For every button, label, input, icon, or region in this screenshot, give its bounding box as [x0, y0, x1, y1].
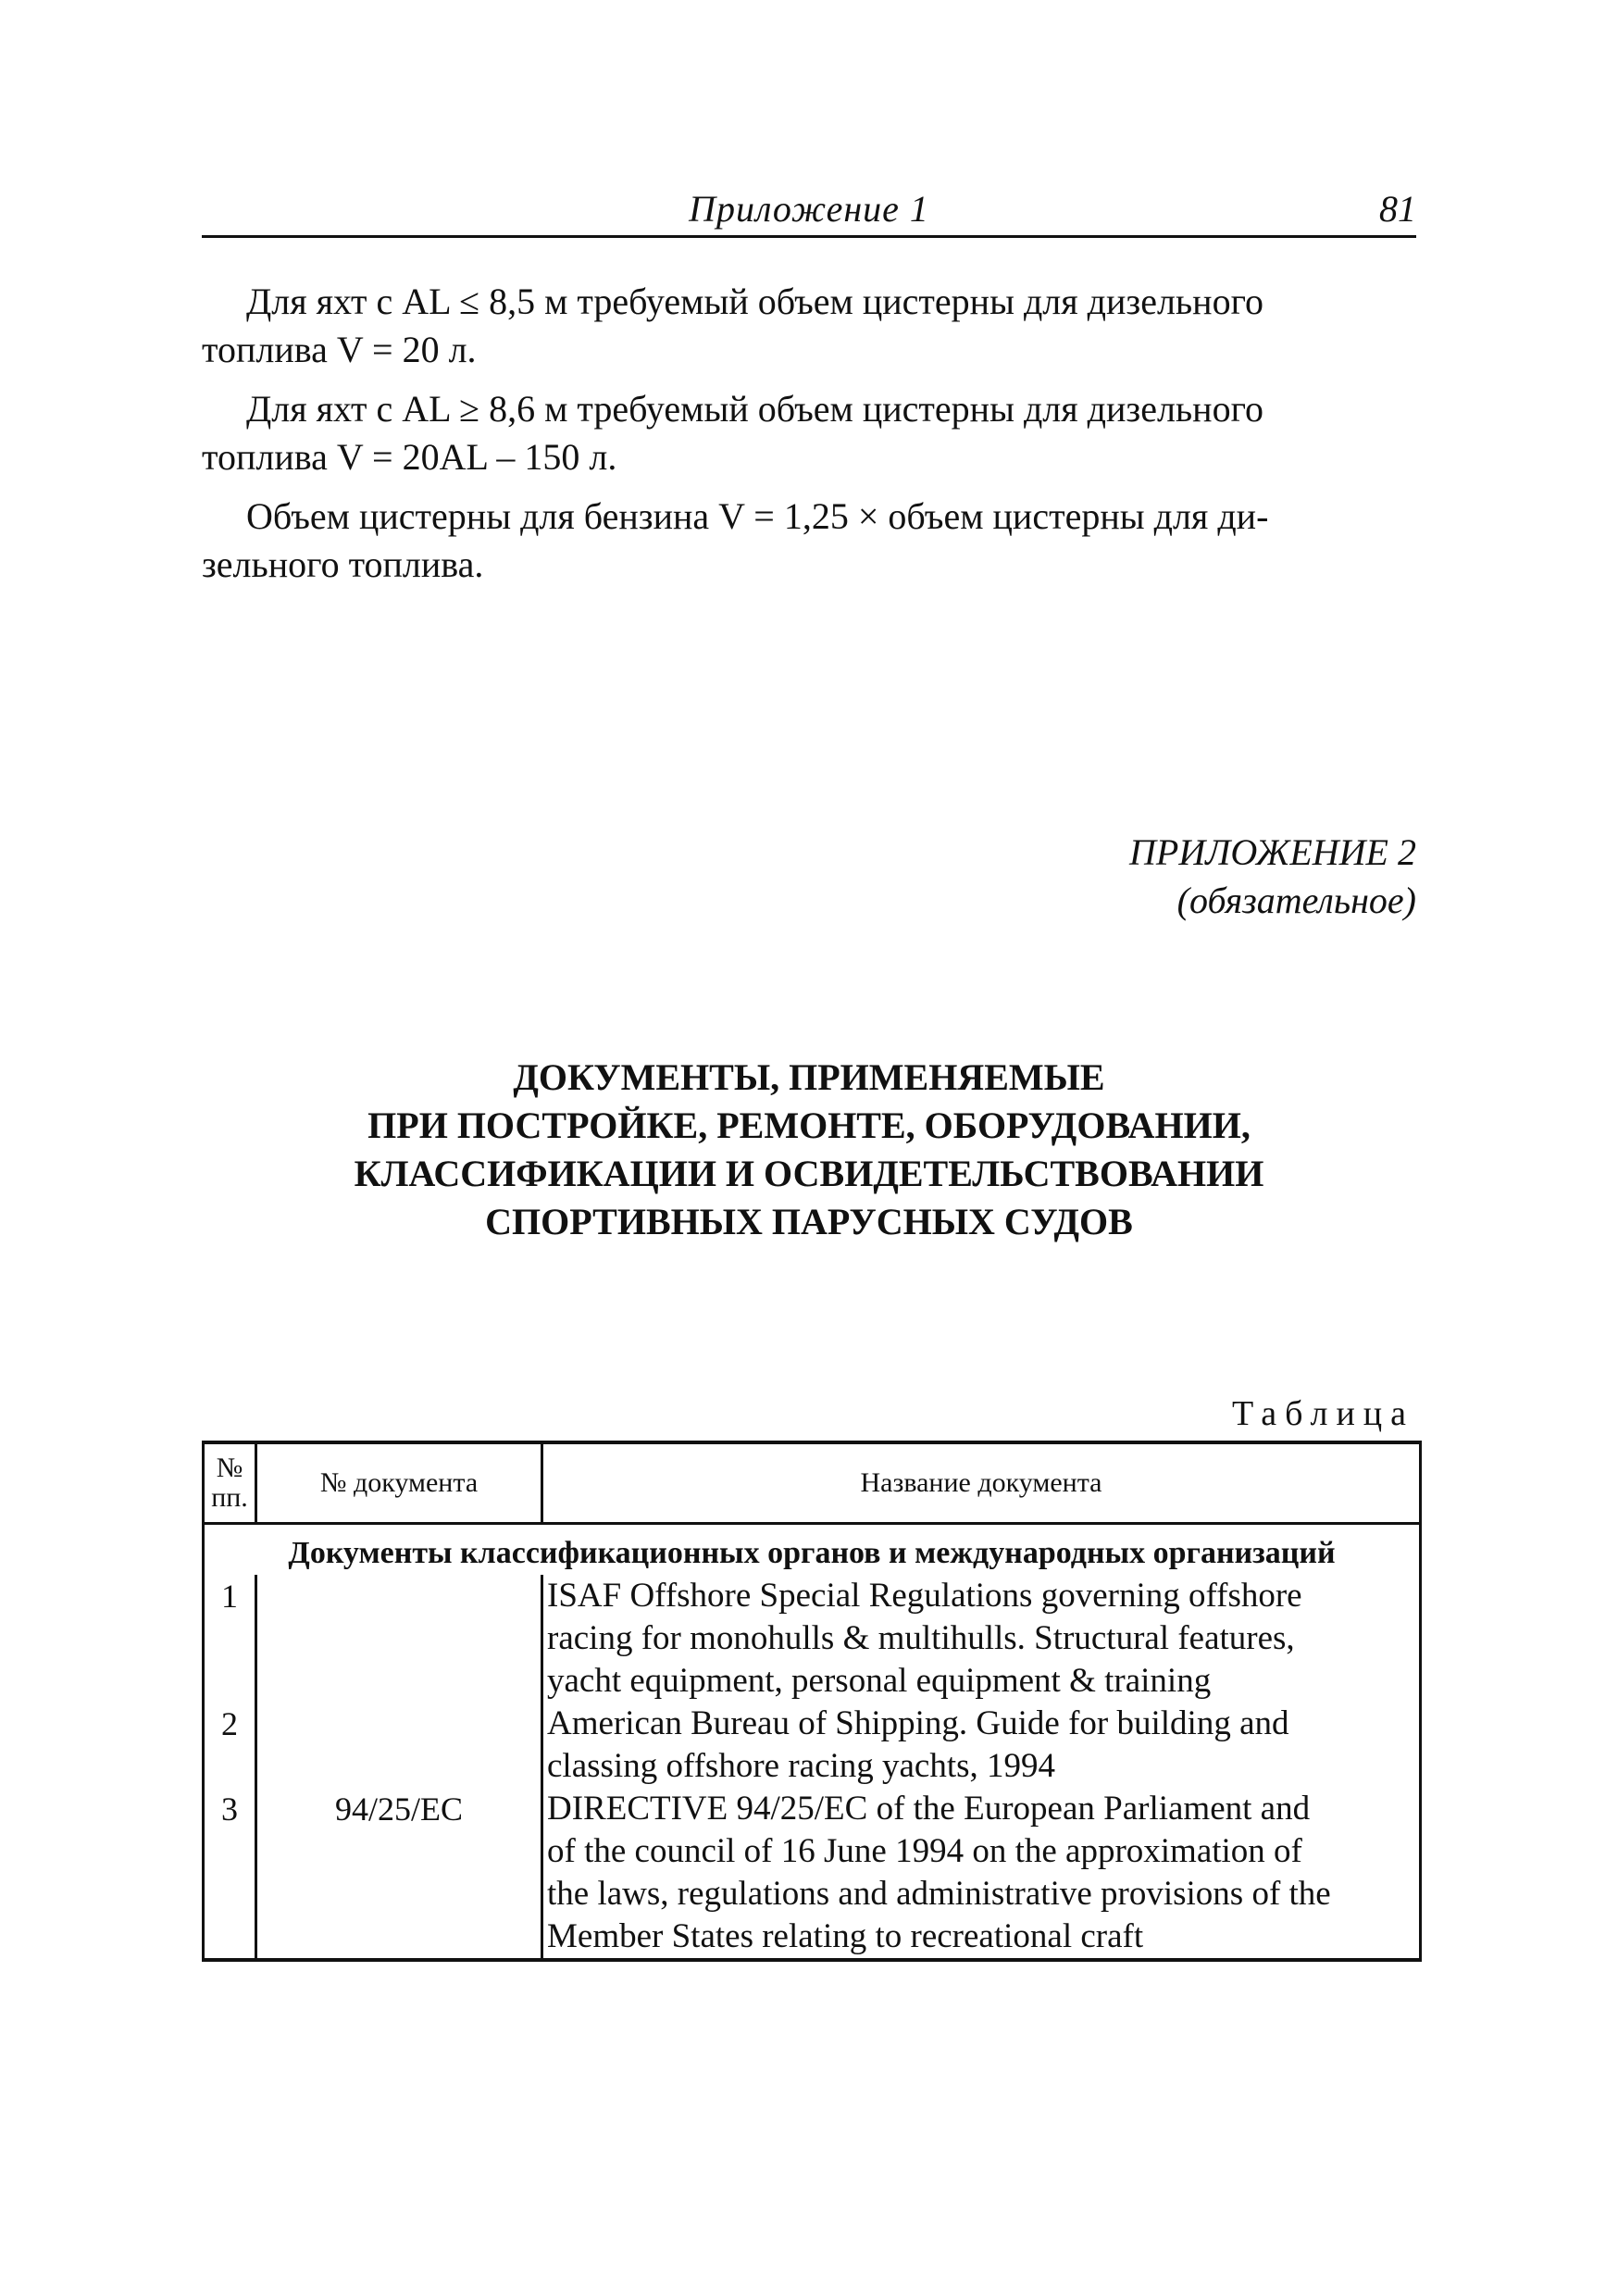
running-head-title: Приложение 1: [689, 188, 929, 230]
table-caption: Таблица: [1231, 1394, 1414, 1433]
row-num: 1: [204, 1575, 256, 1703]
appendix-note: (обязательное): [1176, 880, 1416, 921]
header-num-line: №: [216, 1453, 243, 1483]
row-num: 3: [204, 1788, 256, 1960]
header-doc-no: № документа: [256, 1442, 542, 1524]
paragraph-line: топлива V = 20AL – 150 л.: [202, 436, 617, 478]
table-row: [204, 1703, 1421, 1788]
row-title-line: Member States relating to recreational craft: [547, 1917, 1144, 1955]
row-doc-no: [256, 1703, 542, 1788]
body-text: [202, 278, 1416, 589]
row-title-line: classing offshore racing yachts, 1994: [547, 1747, 1056, 1785]
header-num: [204, 1442, 256, 1524]
section-label: Документы классификационных органов и международных организаций: [204, 1524, 1421, 1576]
table-header-row: [204, 1442, 1421, 1524]
title-line: ПРИ ПОСТРОЙКЕ, РЕМОНТЕ, ОБОРУДОВАНИИ,: [367, 1104, 1251, 1146]
appendix-heading: [1129, 829, 1416, 925]
row-title: [542, 1703, 1421, 1788]
header-num-line: пп.: [211, 1482, 248, 1513]
row-title: [542, 1575, 1421, 1703]
appendix-label: ПРИЛОЖЕНИЕ 2: [1129, 831, 1416, 873]
table-row: [204, 1788, 1421, 1960]
paragraph-line: топлива V = 20 л.: [202, 329, 477, 370]
page-number: 81: [1379, 188, 1416, 230]
row-doc-no: [256, 1575, 542, 1703]
header-doc-title: Название документа: [542, 1442, 1421, 1524]
row-title-line: yacht equipment, personal equipment & training: [547, 1662, 1212, 1700]
section-title: [202, 1054, 1416, 1246]
table-section-row: [204, 1524, 1421, 1576]
row-title-line: American Bureau of Shipping. Guide for building and: [547, 1704, 1289, 1742]
row-title: [542, 1788, 1421, 1960]
row-num: 2: [204, 1703, 256, 1788]
row-doc-no: 94/25/EC: [256, 1788, 542, 1960]
row-title-line: ISAF Offshore Special Regulations governing offshore: [547, 1577, 1302, 1615]
row-title-line: DIRECTIVE 94/25/EC of the European Parliament and: [547, 1790, 1311, 1828]
paragraph-line: зельного топлива.: [202, 543, 484, 585]
row-title-line: the laws, regulations and administrative provisions of the: [547, 1875, 1331, 1913]
paragraph: [202, 278, 1416, 374]
title-line: ДОКУМЕНТЫ, ПРИМЕНЯЕМЫЕ: [513, 1056, 1105, 1098]
paragraph: [202, 493, 1416, 589]
title-line: КЛАССИФИКАЦИИ И ОСВИДЕТЕЛЬСТВОВАНИИ: [354, 1153, 1264, 1194]
title-line: СПОРТИВНЫХ ПАРУСНЫХ СУДОВ: [485, 1201, 1133, 1242]
table-row: [204, 1575, 1421, 1703]
paragraph: [202, 385, 1416, 481]
paragraph-line: Для яхт с AL ≤ 8,5 м требуемый объем цистерны для дизельного: [246, 281, 1263, 322]
paragraph-line: Для яхт с AL ≥ 8,6 м требуемый объем цистерны для дизельного: [246, 388, 1263, 430]
documents-table: [202, 1441, 1422, 1962]
running-head: [202, 185, 1416, 238]
paragraph-line: Объем цистерны для бензина V = 1,25 × объем цистерны для ди-: [246, 495, 1269, 537]
row-title-line: racing for monohulls & multihulls. Structural features,: [547, 1619, 1295, 1657]
row-title-line: of the council of 16 June 1994 on the approximation of: [547, 1832, 1302, 1870]
